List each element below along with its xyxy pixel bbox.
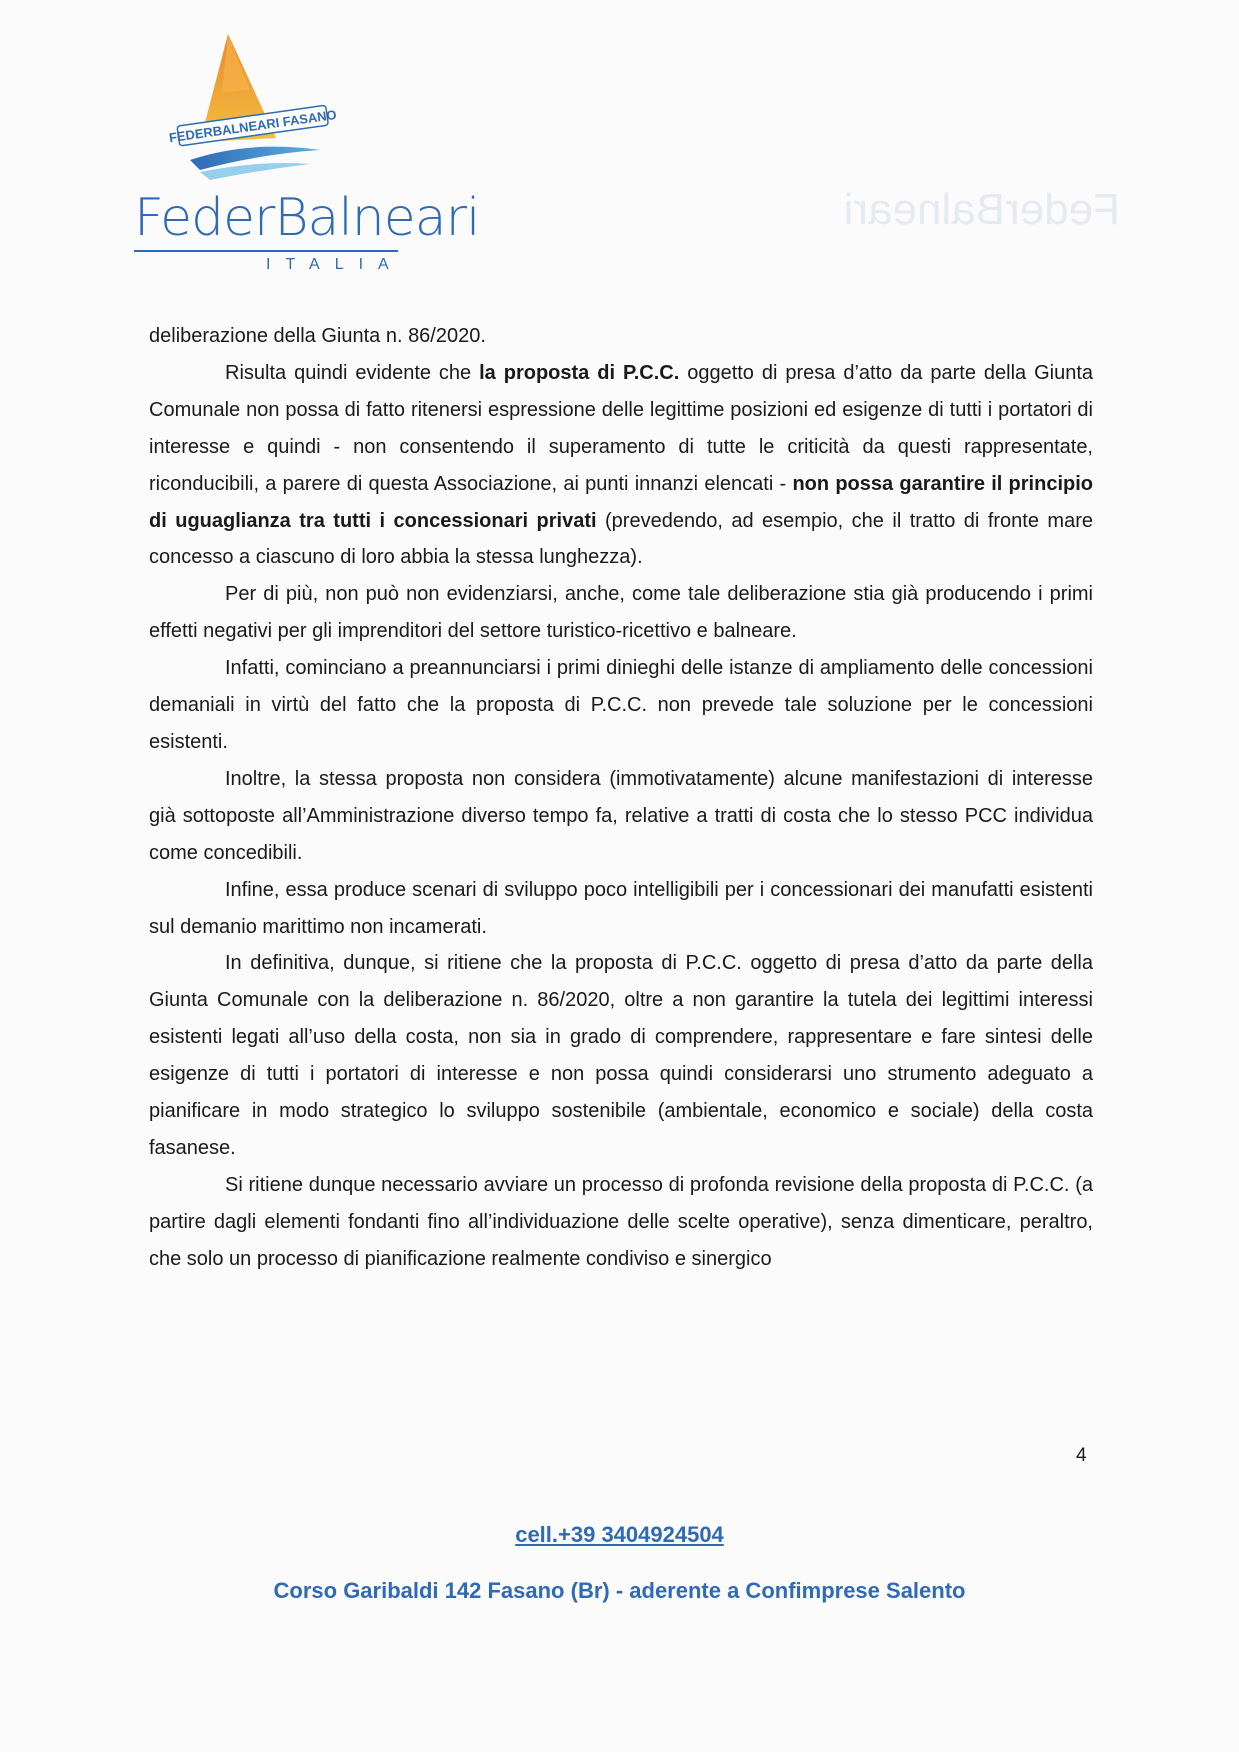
paragraph-1: deliberazione della Giunta n. 86/2020. <box>149 325 486 347</box>
footer-phone-link[interactable]: cell.+39 3404924504 <box>515 1522 724 1547</box>
bleed-through-brand: FederBalneari <box>843 185 1120 234</box>
paragraph-7: In definitiva, dunque, si ritiene che la proposta di P.C.C. oggetto di presa d’atto da parte della Giunta Comunale con la deliberazione n. 86/2020, oltre a non garantire la tutela dei legittimi interessi esistenti legati all’uso della costa, non sia in grado di comprendere, rappresentare e fare sintesi delle esigenze di tutti i portatori di interesse e non possa quindi considerarsi uno strumento adeguato a pianificare in modo strategico lo sviluppo sostenibile (ambientale, economico e sociale) della costa fasanese. <box>149 952 1093 1159</box>
svg-text:FEDERBALNEARI FASANO: FEDERBALNEARI FASANO <box>168 106 338 146</box>
paragraph-5: Inoltre, la stessa proposta non considera (immotivatamente) alcune manifestazioni di interesse già sottoposte all’Amministrazione diverso tempo fa, relative a tratti di costa che lo stesso PCC individua come concedibili. <box>149 767 1093 864</box>
bleed-through-watermark <box>820 110 1120 270</box>
document-body <box>149 318 1093 1278</box>
page-number: 4 <box>1076 1445 1087 1466</box>
paragraph-2-text-a: Risulta quindi evidente che <box>225 361 480 384</box>
sail-logo-icon <box>130 30 420 200</box>
brand-subtitle: ITALIA <box>266 256 404 273</box>
paragraph-2-text-b: oggetto di presa d’atto da parte della Giunta Comunale non possa di fatto ritenersi espressione delle legittime posizioni ed esigenze di tutti i portatori di interesse e quindi - non consentendo il superamento di tutte le criticità da questi rappresentate, riconducibili, a parere di questa Associazione, ai punti innanzi elencati - <box>149 361 1094 495</box>
footer-address: Corso Garibaldi 142 Fasano (Br) - aderente a Confimprese Salento <box>273 1578 966 1603</box>
paragraph-6: Infine, essa produce scenari di sviluppo poco intelligibili per i concessionari dei manufatti esistenti sul demanio marittimo non incamerati. <box>149 878 1093 938</box>
brand-underline <box>134 250 398 252</box>
paragraph-4: Infatti, cominciano a preannunciarsi i primi dinieghi delle istanze di ampliamento delle concessioni demaniali in virtù del fatto che la proposta di P.C.C. non prevede tale soluzione per le concessioni esistenti. <box>149 657 1093 753</box>
paragraph-2-bold-a: la proposta di P.C.C. <box>479 361 680 384</box>
paragraph-8: Si ritiene dunque necessario avviare un processo di profonda revisione della proposta di P.C.C. (a partire dagli elementi fondanti fino all’individuazione delle scelte operative), senza dimenticare, peraltro, che solo un processo di pianificazione realmente condiviso e sinergico <box>149 1173 1093 1270</box>
paragraph-2-bold-b: non possa garantire il principio di uguaglianza tra tutti i concessionari privati <box>149 472 1093 532</box>
paragraph-2-text-c: (prevedendo, ad esempio, che il tratto di fronte mare concesso a ciascuno di loro abbia la stessa lunghezza). <box>149 509 1093 569</box>
paragraph-2 <box>149 355 1093 576</box>
brand-name: FederBalneari <box>134 188 480 248</box>
paragraph-3: Per di più, non può non evidenziarsi, anche, come tale deliberazione stia già producendo i primi effetti negativi per gli imprenditori del settore turistico-ricettivo e balneare. <box>149 583 1093 643</box>
federbalneari-logo <box>130 30 480 280</box>
